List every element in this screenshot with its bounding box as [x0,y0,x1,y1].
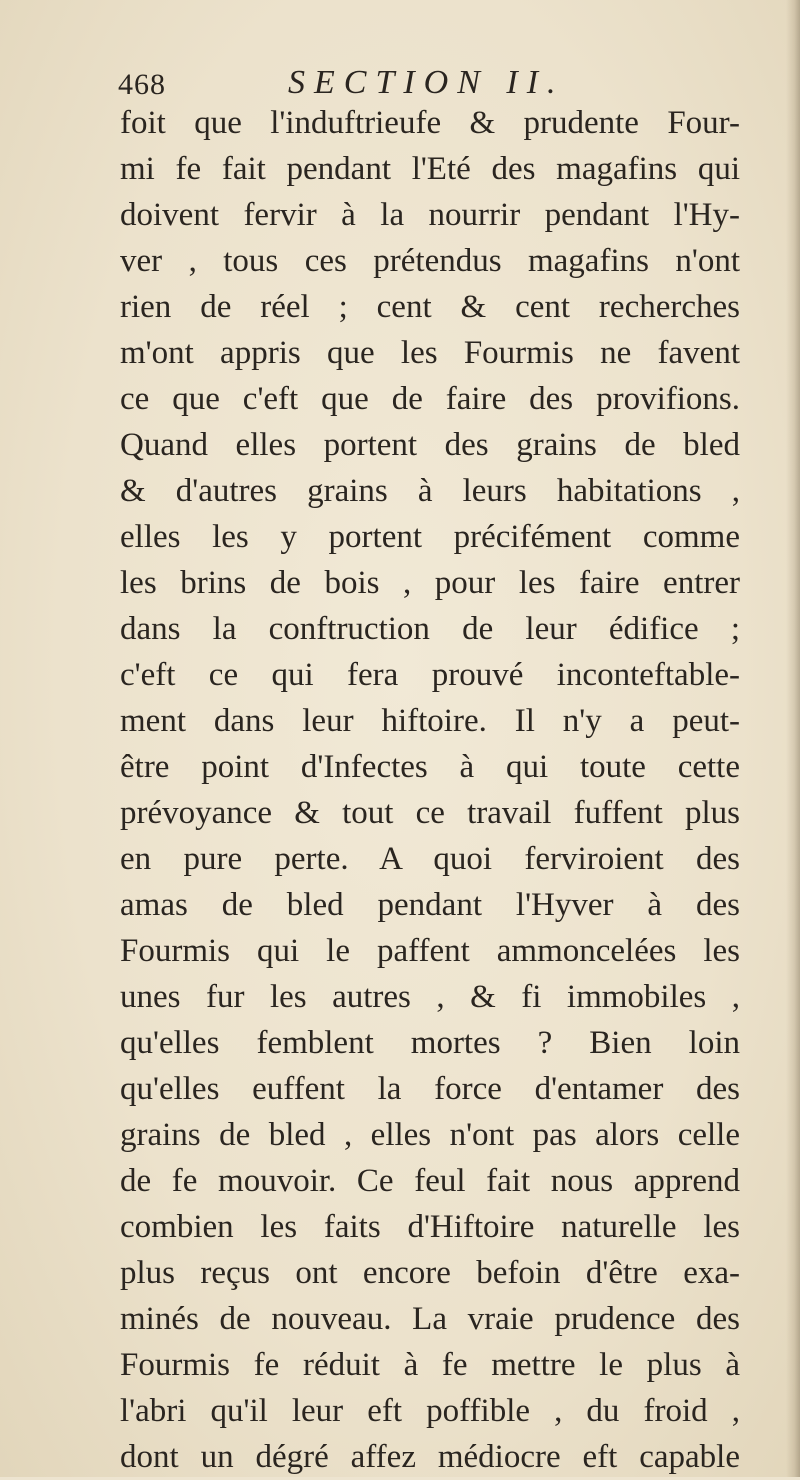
text-line: l'abri qu'il leur eft poffible , du froid , [120,1393,740,1429]
text-line: amas de bled pendant l'Hyver à des [120,887,740,923]
text-line: Fourmis fe réduit à fe mettre le plus à [120,1347,740,1383]
text-line: prévoyance & tout ce travail fuffent plus [120,795,740,831]
text-line: Fourmis qui le paffent ammoncelées les [120,933,740,969]
text-line: foit que l'induftrieufe & prudente Four- [120,105,740,141]
text-line: & d'autres grains à leurs habitations , [120,473,740,509]
text-line: elles les y portent précifément comme [120,519,740,555]
text-line: ver , tous ces prétendus magafins n'ont [120,243,740,279]
body-text [120,100,740,1480]
text-line: minés de nouveau. La vraie prudence des [120,1301,740,1337]
text-line: être point d'Infectes à qui toute cette [120,749,740,785]
text-line: de fe mouvoir. Ce feul fait nous apprend [120,1163,740,1199]
text-line: dont un dégré affez médiocre eft capable [120,1439,740,1475]
text-line: grains de bled , elles n'ont pas alors celle [120,1117,740,1153]
running-title: SECTION II. [288,64,565,101]
text-line: plus reçus ont encore befoin d'être exa- [120,1255,740,1291]
text-line: qu'elles euffent la force d'entamer des [120,1071,740,1107]
text-line: unes fur les autres , & fi immobiles , [120,979,740,1015]
text-line: qu'elles femblent mortes ? Bien loin [120,1025,740,1061]
text-line: combien les faits d'Hiftoire naturelle les [120,1209,740,1245]
text-line: doivent fervir à la nourrir pendant l'Hy- [120,197,740,233]
text-line: c'eft ce qui fera prouvé inconteftable- [120,657,740,693]
text-line: ce que c'eft que de faire des provifions. [120,381,740,417]
text-line: dans la conftruction de leur édifice ; [120,611,740,647]
text-line: ment dans leur hiftoire. Il n'y a peut- [120,703,740,739]
page-edge-shadow [786,0,800,1477]
text-line: mi fe fait pendant l'Eté des magafins qui [120,151,740,187]
page-number: 468 [118,68,166,101]
text-line: Quand elles portent des grains de bled [120,427,740,463]
text-line: rien de réel ; cent & cent recherches [120,289,740,325]
text-line: les brins de bois , pour les faire entrer [120,565,740,601]
text-line: m'ont appris que les Fourmis ne favent [120,335,740,371]
text-line: en pure perte. A quoi ferviroient des [120,841,740,877]
